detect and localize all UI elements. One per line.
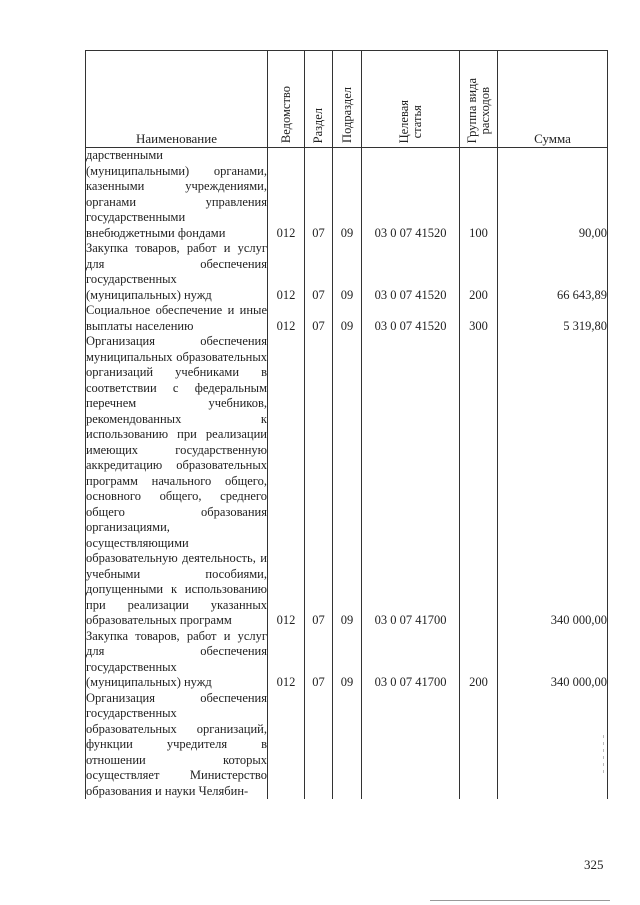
row-section: 07 <box>305 303 333 334</box>
row-dept: 012 <box>268 629 305 691</box>
header-dept <box>268 51 305 148</box>
row-group: 200 <box>460 241 498 303</box>
row-subsection: 09 <box>333 148 362 242</box>
row-group <box>460 334 498 629</box>
row-sum <box>498 691 608 800</box>
header-group-line1: Группа вида <box>464 77 479 143</box>
row-subsection: 09 <box>333 303 362 334</box>
row-section: 07 <box>305 629 333 691</box>
row-sum: 90,00 <box>498 148 608 242</box>
row-group: 100 <box>460 148 498 242</box>
header-sum: Сумма <box>498 51 608 148</box>
row-section <box>305 691 333 800</box>
header-target-label <box>398 100 424 143</box>
row-target: 03 0 07 41520 <box>362 303 460 334</box>
row-group: 300 <box>460 303 498 334</box>
header-dept-label: Ведомство <box>278 85 293 143</box>
row-subsection: 09 <box>333 334 362 629</box>
row-dept: 012 <box>268 148 305 242</box>
header-section-label: Раздел <box>311 107 325 143</box>
row-target: 03 0 07 41520 <box>362 148 460 242</box>
row-name: Организация обеспечения государственных образовательных организаций, функции учредителя в отношении которых осуществляет Министерство образования и науки Челябин- <box>86 690 267 798</box>
row-target: 03 0 07 41520 <box>362 241 460 303</box>
row-target: 03 0 07 41700 <box>362 629 460 691</box>
row-name: Закупка товаров, работ и услуг для обеспечения государственных (муниципальных) нужд <box>86 628 267 689</box>
header-subsection-label: Подраздел <box>339 87 354 143</box>
header-name: Наименование <box>86 51 268 148</box>
row-dept <box>268 691 305 800</box>
table-row <box>86 629 608 691</box>
row-dept: 012 <box>268 334 305 629</box>
row-name: Социальное обеспечение и иные выплаты населению <box>86 303 267 333</box>
row-group: 200 <box>460 629 498 691</box>
header-subsection <box>333 51 362 148</box>
row-target <box>362 691 460 800</box>
row-sum: 340 000,00 <box>498 629 608 691</box>
row-subsection: 09 <box>333 241 362 303</box>
row-subsection <box>333 691 362 800</box>
table-row <box>86 148 608 242</box>
row-name: дарственными (муниципальными) органами, казенными учреждениями, органами управления государственными внебюджетными фондами <box>86 148 267 240</box>
table-header-row <box>86 51 608 148</box>
row-target: 03 0 07 41700 <box>362 334 460 629</box>
table-row <box>86 691 608 800</box>
budget-table <box>85 50 608 799</box>
header-target <box>362 51 460 148</box>
footer-rule <box>430 900 610 901</box>
header-group-line2: расходов <box>477 86 492 135</box>
row-section: 07 <box>305 241 333 303</box>
table-row <box>86 334 608 629</box>
scan-artifact-line <box>603 735 604 775</box>
row-name: Организация обеспечения муниципальных образовательных организаций учебниками в соответствии с федеральным перечнем учебников, рекомендованных к использованию при реализации имеющих государственную аккредитацию образовательных программ начального общего, основного общего, среднего общего образования организациями, осуществляющими образовательную деятельность, и учебными пособиями, допущенными к использованию при реализации указанных образовательных программ <box>86 334 267 627</box>
row-section: 07 <box>305 148 333 242</box>
header-section <box>305 51 333 148</box>
row-group <box>460 691 498 800</box>
header-target-line2: статья <box>409 104 424 138</box>
header-group-label <box>466 78 492 143</box>
row-dept: 012 <box>268 241 305 303</box>
row-sum: 340 000,00 <box>498 334 608 629</box>
row-subsection: 09 <box>333 629 362 691</box>
row-name: Закупка товаров, работ и услуг для обеспечения государственных (муниципальных) нужд <box>86 241 267 302</box>
row-sum: 66 643,89 <box>498 241 608 303</box>
header-target-line1: Целевая <box>396 99 411 143</box>
row-sum: 5 319,80 <box>498 303 608 334</box>
table-row <box>86 241 608 303</box>
header-group <box>460 51 498 148</box>
row-dept: 012 <box>268 303 305 334</box>
row-section: 07 <box>305 334 333 629</box>
table-row <box>86 303 608 334</box>
page-number: 325 <box>584 857 604 872</box>
